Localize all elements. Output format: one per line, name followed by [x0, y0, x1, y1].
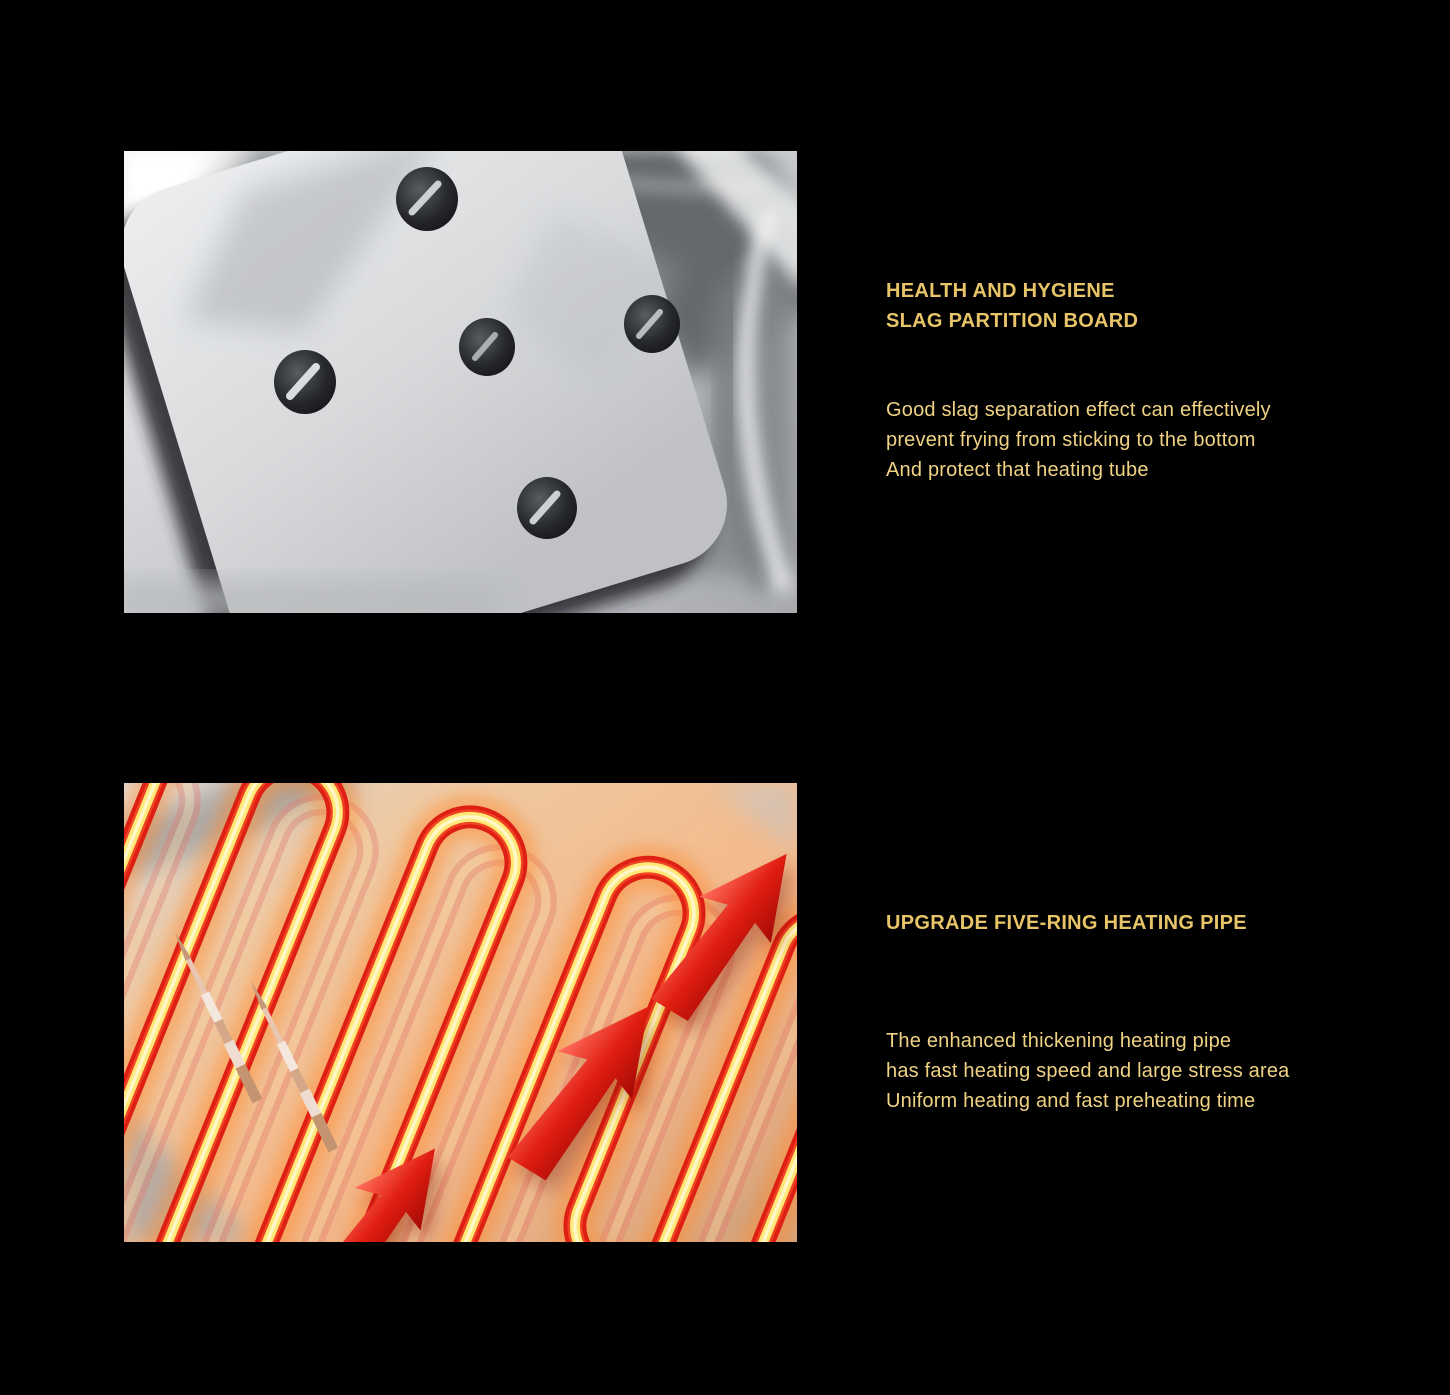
feature-title-heating-pipe	[886, 908, 1247, 938]
hole-bottom	[517, 477, 577, 539]
body-line: The enhanced thickening heating pipe	[886, 1030, 1232, 1052]
body-line: Uniform heating and fast preheating time	[886, 1090, 1256, 1112]
basin-floor-edge	[124, 581, 494, 613]
title-line: HEALTH AND HYGIENE	[886, 280, 1115, 302]
feature-description-heating-pipe	[886, 1026, 1290, 1116]
slag-board-scene	[124, 151, 797, 613]
title-line: SLAG PARTITION BOARD	[886, 310, 1139, 332]
hole-top	[396, 167, 458, 231]
body-line: prevent frying from sticking to the bottom	[886, 429, 1256, 451]
body-line: has fast heating speed and large stress area	[886, 1060, 1290, 1082]
slag-partition-board-photo	[124, 151, 797, 613]
hole-center	[459, 318, 515, 376]
body-line: And protect that heating tube	[886, 459, 1149, 481]
hole-left	[274, 350, 336, 414]
feature-description-slag-board	[886, 395, 1271, 485]
feature-title-slag-board	[886, 276, 1138, 336]
five-ring-heating-pipe-illustration	[124, 783, 797, 1242]
hole-right	[624, 295, 680, 353]
body-line: Good slag separation effect can effectively	[886, 399, 1271, 421]
title-line: UPGRADE FIVE-RING HEATING PIPE	[886, 912, 1247, 934]
heating-pipe-scene	[124, 783, 797, 1242]
